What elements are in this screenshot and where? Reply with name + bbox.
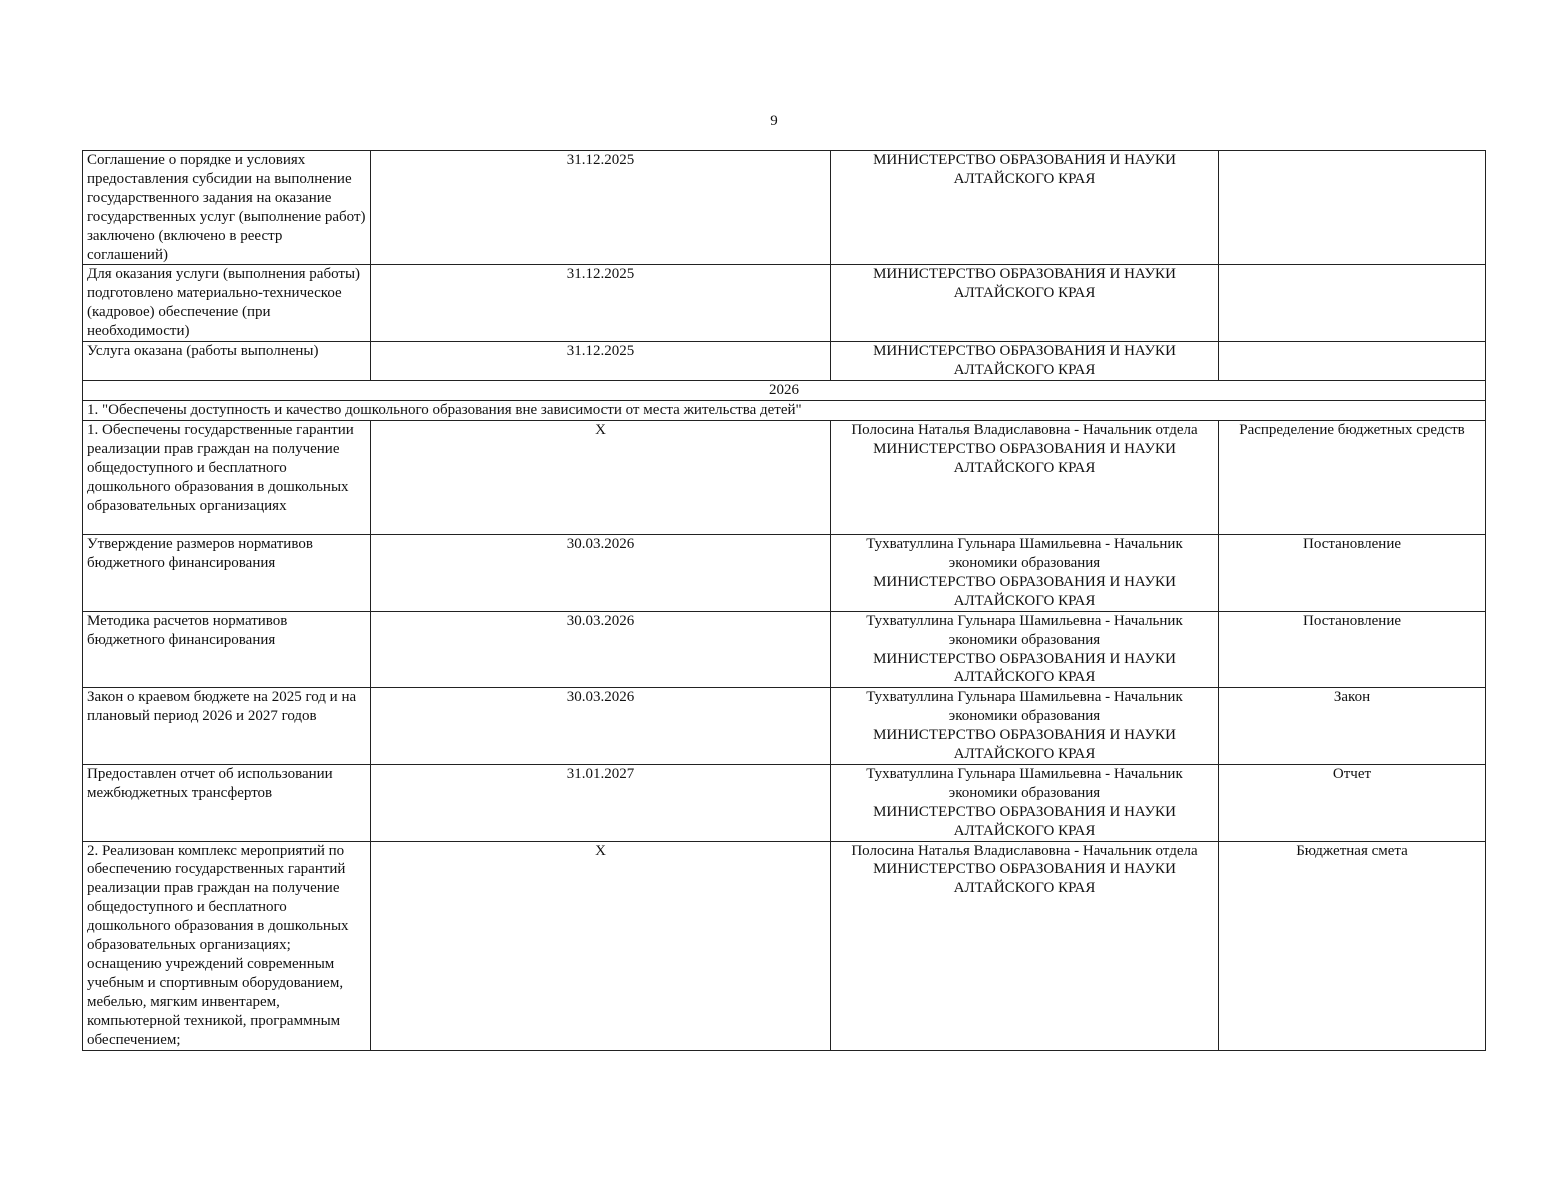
responsible-ministry: МИНИСТЕРСТВО ОБРАЗОВАНИЯ И НАУКИ АЛТАЙСКОГО КРАЯ [873,266,1176,302]
event-name: 2. Реализован комплекс мероприятий по обеспечению государственных гарантий реализации прав граждан на получение общедоступного и бесплатного дошкольного образования в дошкольных образовательных организациях; оснащению учреждений современным учебным и спортивным оборудованием, мебелью, мягким инвентарем, компьютерной техникой, программным обеспечением; [83,841,371,1050]
document-type: Бюджетная смета [1219,841,1486,1050]
event-name: Для оказания услуги (выполнения работы) подготовлено материально-техническое (кадровое) обеспечение (при необходимости) [83,265,371,342]
table-row [83,841,1486,1050]
control-points-table [82,150,1486,1051]
responsible-ministry: МИНИСТЕРСТВО ОБРАЗОВАНИЯ И НАУКИ АЛТАЙСКОГО КРАЯ [873,803,1176,839]
responsible-cell [831,764,1219,841]
responsible-ministry: МИНИСТЕРСТВО ОБРАЗОВАНИЯ И НАУКИ АЛТАЙСКОГО КРАЯ [873,152,1176,187]
document-type: Закон [1219,688,1486,765]
table-row [83,764,1486,841]
responsible-person: Тухватуллина Гульнара Шамильевна - Начальник экономики образования [866,765,1183,801]
responsible-ministry: МИНИСТЕРСТВО ОБРАЗОВАНИЯ И НАУКИ АЛТАЙСКОГО КРАЯ [873,727,1176,763]
responsible-person: Полосина Наталья Владиславовна - Начальник отдела [851,842,1198,859]
responsible-cell [831,265,1219,342]
document-type: Постановление [1219,535,1486,612]
event-name: Закон о краевом бюджете на 2025 год и на плановый период 2026 и 2027 годов [83,688,371,765]
responsible-cell [831,841,1219,1050]
responsible-cell [831,535,1219,612]
event-date: 31.12.2025 [371,342,831,381]
event-date: 31.01.2027 [371,764,831,841]
responsible-cell [831,151,1219,265]
table-row [83,151,1486,265]
event-date: 31.12.2025 [371,265,831,342]
responsible-person: Тухватуллина Гульнара Шамильевна - Начальник экономики образования [866,689,1183,725]
table-row [83,688,1486,765]
document-type: Постановление [1219,611,1486,688]
event-name: Соглашение о порядке и условиях предоставления субсидии на выполнение государственного задания на оказание государственных услуг (выполнение работ) заключено (включено в реестр соглашений) [83,151,371,265]
section-row [83,401,1486,421]
table-row [83,342,1486,381]
event-name: 1. Обеспечены государственные гарантии реализации прав граждан на получение общедоступного и бесплатного дошкольного образования в дошкольных образовательных организациях [83,421,371,535]
responsible-ministry: МИНИСТЕРСТВО ОБРАЗОВАНИЯ И НАУКИ АЛТАЙСКОГО КРАЯ [873,861,1176,897]
document-type: Распределение бюджетных средств [1219,421,1486,535]
responsible-ministry: МИНИСТЕРСТВО ОБРАЗОВАНИЯ И НАУКИ АЛТАЙСКОГО КРАЯ [873,573,1176,609]
year-header: 2026 [83,381,1486,401]
document-type: Отчет [1219,764,1486,841]
table-row [83,265,1486,342]
responsible-cell [831,611,1219,688]
page-number: 9 [770,113,778,129]
responsible-person: Полосина Наталья Владиславовна - Начальник отдела [851,422,1198,439]
table-row [83,421,1486,535]
responsible-cell [831,688,1219,765]
responsible-person: Тухватуллина Гульнара Шамильевна - Начальник экономики образования [866,536,1183,571]
responsible-ministry: МИНИСТЕРСТВО ОБРАЗОВАНИЯ И НАУКИ АЛТАЙСКОГО КРАЯ [873,343,1176,379]
responsible-ministry: МИНИСТЕРСТВО ОБРАЗОВАНИЯ И НАУКИ АЛТАЙСКОГО КРАЯ [873,650,1176,686]
responsible-ministry: МИНИСТЕРСТВО ОБРАЗОВАНИЯ И НАУКИ АЛТАЙСКОГО КРАЯ [873,440,1176,476]
event-name: Предоставлен отчет об использовании межбюджетных трансфертов [83,764,371,841]
responsible-cell [831,342,1219,381]
event-date: Х [371,841,831,1050]
event-date: 30.03.2026 [371,611,831,688]
document-type [1219,151,1486,265]
event-date: Х [371,421,831,535]
event-date: 30.03.2026 [371,688,831,765]
event-name: Услуга оказана (работы выполнены) [83,342,371,381]
table-row [83,535,1486,612]
event-name: Утверждение размеров нормативов бюджетного финансирования [83,535,371,612]
year-row [83,381,1486,401]
document-type [1219,265,1486,342]
responsible-person: Тухватуллина Гульнара Шамильевна - Начальник экономики образования [866,612,1183,648]
responsible-cell [831,421,1219,535]
event-date: 31.12.2025 [371,151,831,265]
document-type [1219,342,1486,381]
event-name: Методика расчетов нормативов бюджетного финансирования [83,611,371,688]
event-date: 30.03.2026 [371,535,831,612]
section-title: 1. "Обеспечены доступность и качество дошкольного образования вне зависимости от места жительства детей" [83,401,1486,421]
table-row [83,611,1486,688]
